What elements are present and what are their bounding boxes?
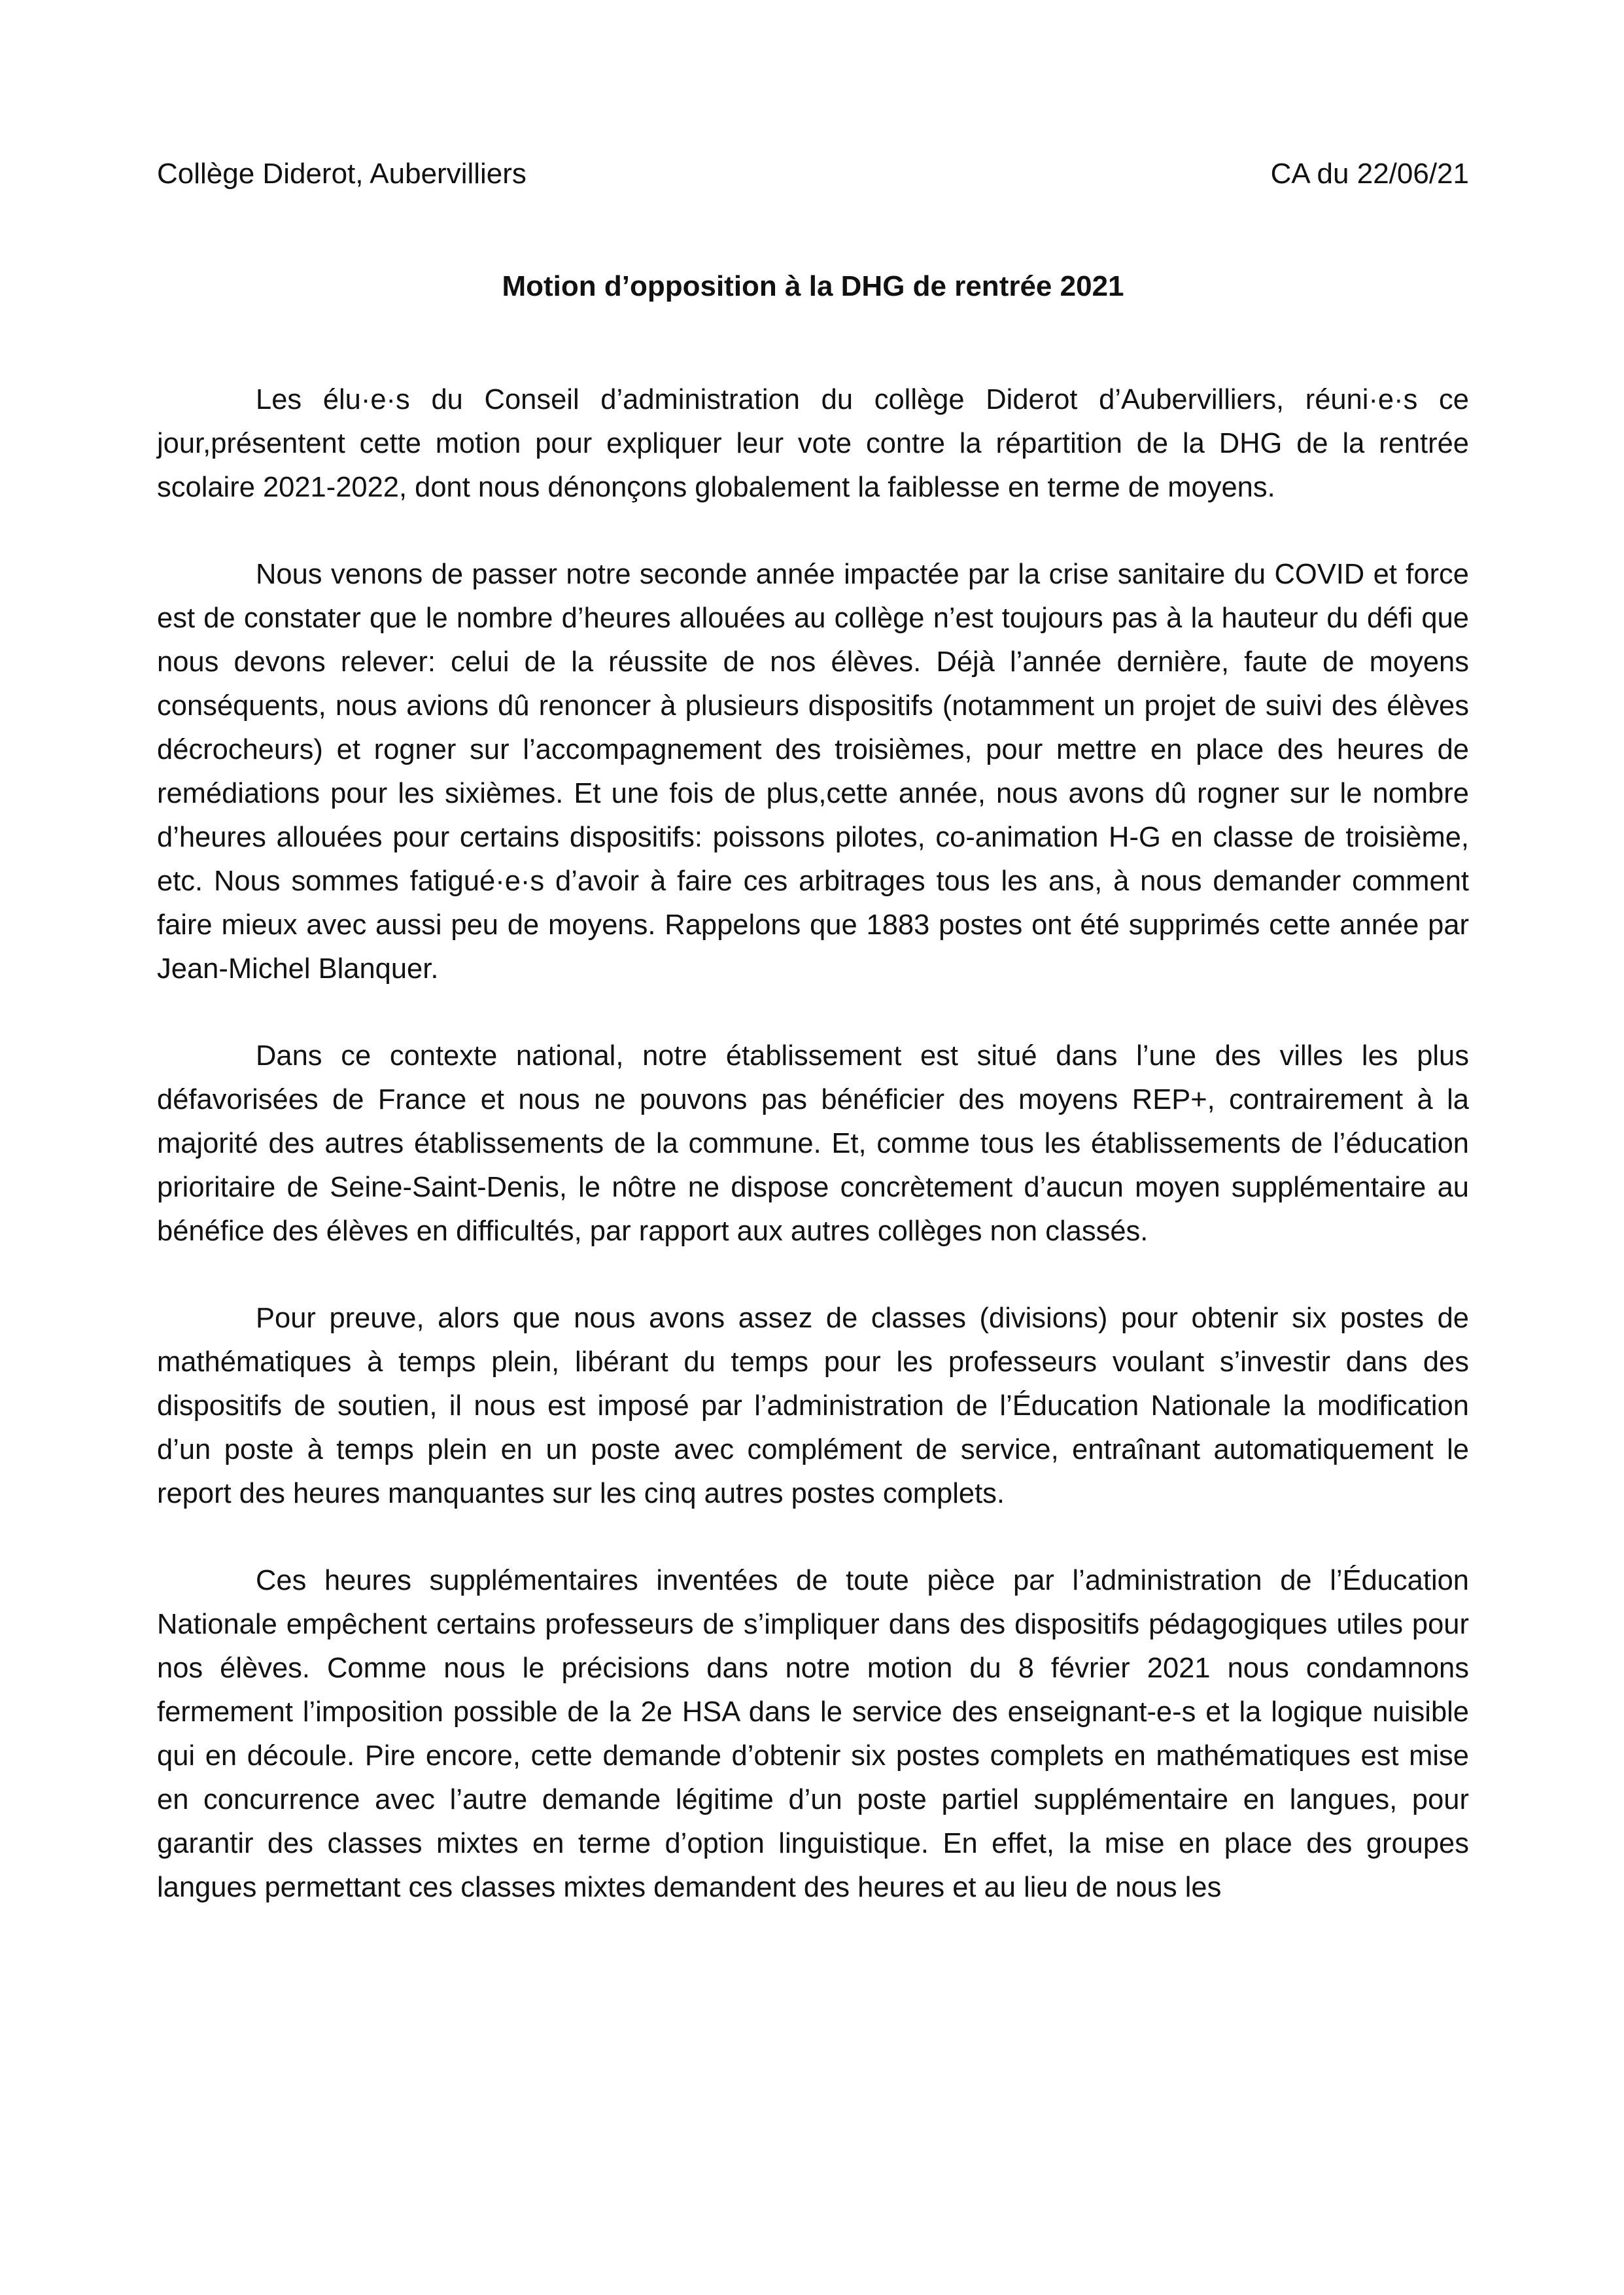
paragraph-2: Nous venons de passer notre seconde année impactée par la crise sanitaire du COVID et force est de constater que le nombre d’heures allouées au collège n’est toujours pas à la hauteur du défi que nous devons relever: celui de la réussite de nos élèves. Déjà l’année dernière, faute de moyens conséquents, nous avions dû renoncer à plusieurs dispositifs (notamment un projet de suivi des élèves décrocheurs) et rogner sur l’accompagnement des troisièmes, pour mettre en place des heures de remédiations pour les sixièmes. Et une fois de plus,cette année, nous avons dû rogner sur le nombre d’heures allouées pour certains dispositifs: poissons pilotes, co-animation H-G en classe de troisième, etc. Nous sommes fatigué·e·s d’avoir à faire ces arbitrages tous les ans, à nous demander comment faire mieux avec aussi peu de moyens. Rappelons que 1883 postes ont été supprimés cette année par Jean-Michel Blanquer. [157, 559, 1469, 985]
paragraph-4: Pour preuve, alors que nous avons assez de classes (divisions) pour obtenir six postes de mathématiques à temps plein, libérant du temps pour les professeurs voulant s’investir dans des dispositifs de soutien, il nous est imposé par l’administration de l’Éducation Nationale la modification d’un poste à temps plein en un poste avec complément de service, entraînant automatiquement le report des heures manquantes sur les cinq autres postes complets. [157, 1303, 1469, 1509]
document-header [157, 156, 1469, 192]
meeting-date: CA du 22/06/21 [1270, 158, 1469, 190]
document-title: Motion d’opposition à la DHG de rentrée 2021 [502, 270, 1124, 302]
document-body [157, 378, 1469, 1953]
school-name: Collège Diderot, Aubervilliers [157, 158, 527, 190]
paragraph-5: Ces heures supplémentaires inventées de toute pièce par l’administration de l’Éducation Nationale empêchent certains professeurs de s’impliquer dans des dispositifs pédagogiques utiles pour nos élèves. Comme nous le précisions dans notre motion du 8 février 2021 nous condamnons fermement l’imposition possible de la 2e HSA dans le service des enseignant-e-s et la logique nuisible qui en découle. Pire encore, cette demande d’obtenir six postes complets en mathématiques est mise en concurrence avec l’autre demande légitime d’un poste partiel supplémentaire en langues, pour garantir des classes mixtes en terme d’option linguistique. En effet, la mise en place des groupes langues permettant ces classes mixtes demandent des heures et au lieu de nous les [157, 1565, 1469, 1903]
paragraph-3: Dans ce contexte national, notre établissement est situé dans l’une des villes les plus défavorisées de France et nous ne pouvons pas bénéficier des moyens REP+, contrairement à la majorité des autres établissements de la commune. Et, comme tous les établissements de l’éducation prioritaire de Seine-Saint-Denis, le nôtre ne dispose concrètement d’aucun moyen supplémentaire au bénéfice des élèves en difficultés, par rapport aux autres collèges non classés. [157, 1040, 1469, 1247]
paragraph-1: Les élu·e·s du Conseil d’administration du collège Diderot d’Aubervilliers, réuni·e·s ce jour,présentent cette motion pour expliquer leur vote contre la répartition de la DHG de la rentrée scolaire 2021-2022, dont nous dénonçons globalement la faiblesse en terme de moyens. [157, 384, 1469, 503]
